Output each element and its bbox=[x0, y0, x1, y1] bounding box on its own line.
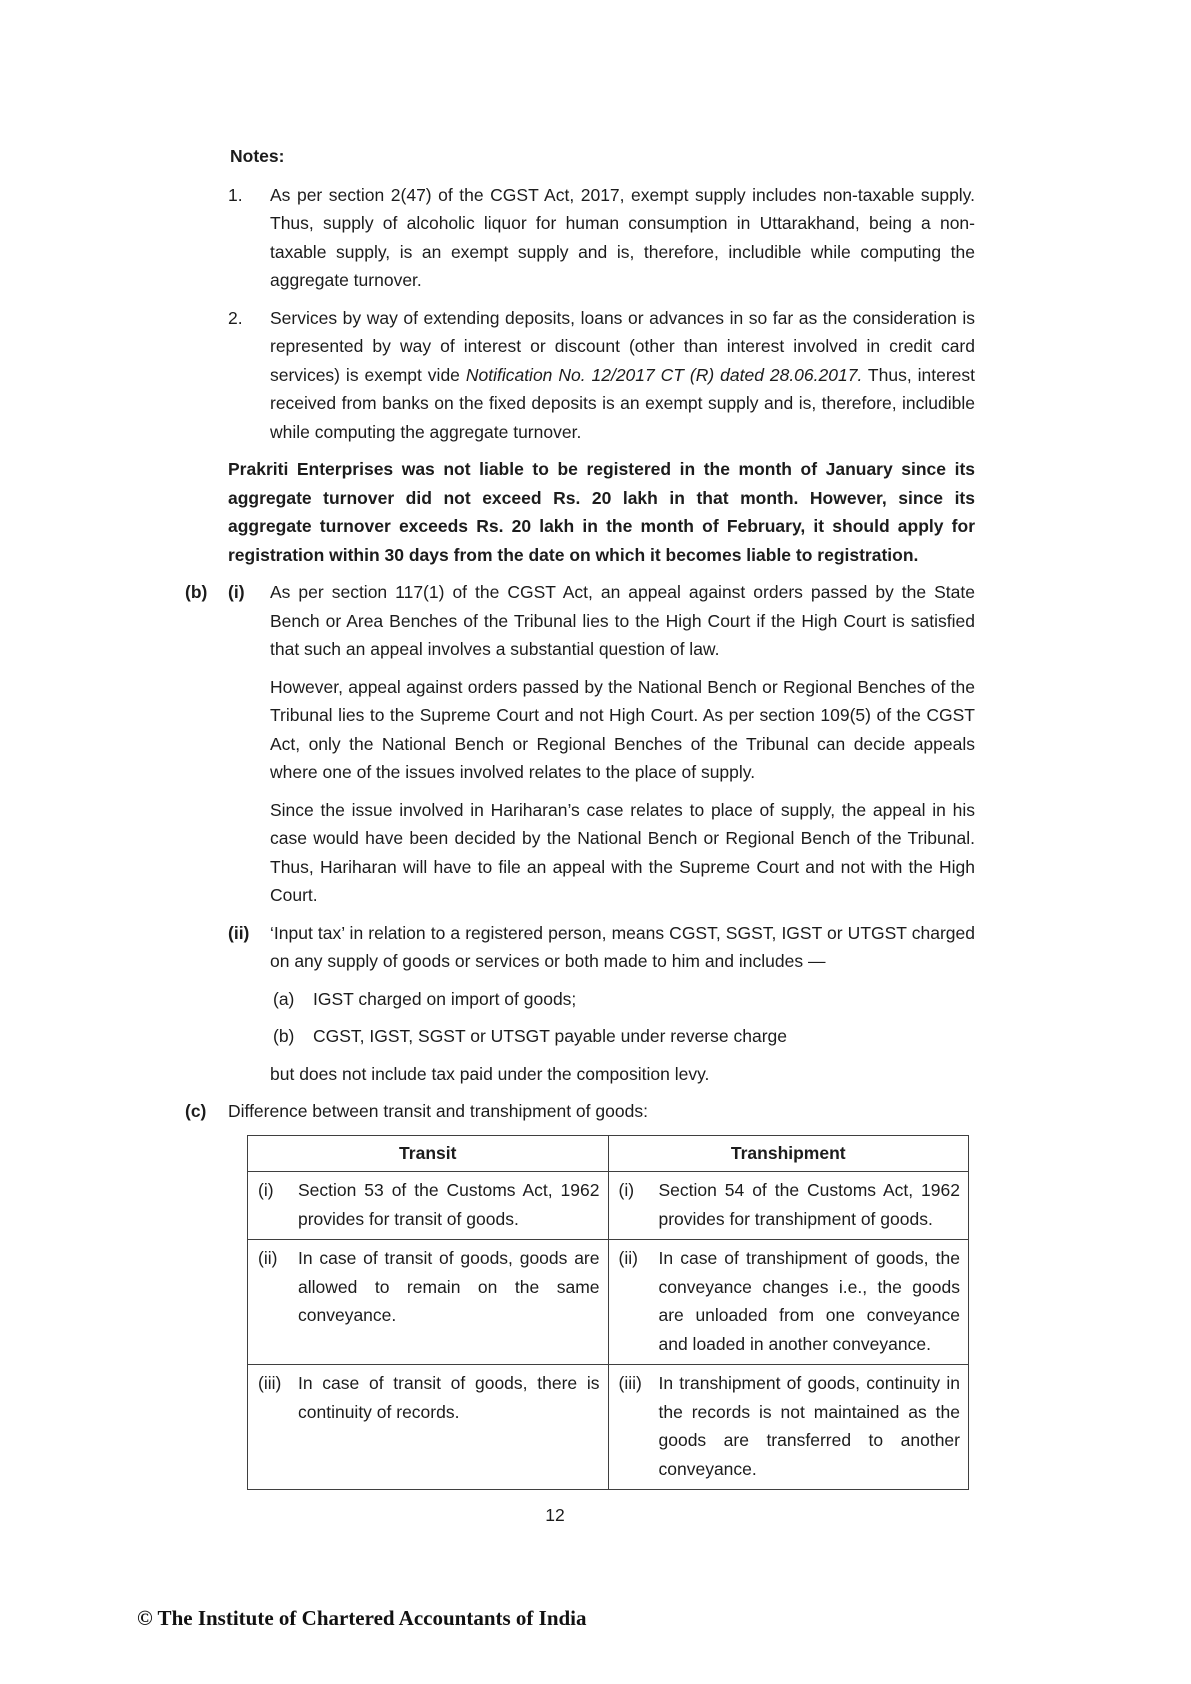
section-b-item-i bbox=[185, 578, 975, 910]
item-ii-intro: ‘Input tax’ in relation to a registered person, means CGST, SGST, IGST or UTGST charged on any supply of goods or services or both made to him and includes — bbox=[270, 922, 975, 971]
item-ii-outro: but does not include tax paid under the composition levy. bbox=[270, 1063, 710, 1084]
section-c-row bbox=[185, 1097, 975, 1126]
paragraph: Since the issue involved in Hariharan’s case relates to place of supply, the appeal in his case would have been decided by the National Bench or Regional Bench of the Tribunal. Thus, Hariharan will have to file an appeal with the Supreme Court and not with the High Court. bbox=[270, 799, 975, 905]
notification-reference-italic: Notification No. 12/2017 CT (R) dated 28.06.2017. bbox=[465, 364, 863, 385]
registration-conclusion-paragraph: Prakriti Enterprises was not liable to be registered in the month of January since its aggregate turnover did not exceed Rs. 20 lakh in that month. However, since its aggregate turnover exceeds Rs. 20 lakh in the month of February, it should apply for registration within 30 days from the date on which it becomes liable to registration. bbox=[228, 459, 975, 565]
cell-text: Section 54 of the Customs Act, 1962 provides for transhipment of goods. bbox=[658, 1180, 960, 1229]
section-c-heading: Difference between transit and transhipment of goods: bbox=[228, 1101, 648, 1121]
cell-label: (iii) bbox=[618, 1373, 642, 1393]
note-text bbox=[270, 304, 975, 447]
sub-item-text: IGST charged on import of goods; bbox=[313, 988, 577, 1009]
cell-label: (ii) bbox=[618, 1248, 638, 1268]
note-text-plain: Thus, interest received from banks on the fixed deposits is an exempt supply and is, therefore, includible while computing the aggregate turnover. bbox=[270, 364, 975, 442]
cell-label: (i) bbox=[258, 1180, 274, 1200]
cell-label: (i) bbox=[618, 1180, 635, 1200]
section-b-item-ii bbox=[228, 919, 975, 1089]
note-number: 1. bbox=[228, 184, 243, 205]
note-text-plain: Services by way of extending deposits, loans or advances in so far as the consideration is represented by way of interest or discount (other than interest involved in credit card services) is exempt vide bbox=[270, 307, 975, 385]
table-cell bbox=[248, 1176, 600, 1233]
paragraph: As per section 117(1) of the CGST Act, an appeal against orders passed by the State Bench or Area Benches of the Tribunal lies to the High Court if the High Court is satisfied that such an appeal involves a substantial question of law. bbox=[270, 582, 975, 659]
table-cell bbox=[248, 1244, 600, 1330]
cell-label: (ii) bbox=[258, 1248, 278, 1268]
table-header-row bbox=[248, 1135, 969, 1172]
table-header-transhipment: Transhipment bbox=[608, 1135, 969, 1172]
note-item-1 bbox=[228, 181, 975, 295]
sub-item-b bbox=[270, 1022, 975, 1051]
comparison-table bbox=[247, 1135, 969, 1491]
table-cell bbox=[248, 1369, 600, 1426]
cell-text: Section 53 of the Customs Act, 1962 provides for transit of goods. bbox=[298, 1180, 600, 1229]
section-c-label: (c) bbox=[185, 1101, 207, 1121]
table-row bbox=[248, 1172, 969, 1240]
cell-text: In case of transhipment of goods, the conveyance changes i.e., the goods are unloaded from one conveyance and loaded in another conveyance. bbox=[658, 1248, 960, 1354]
sub-item-label: (b) bbox=[273, 1026, 295, 1046]
table-cell bbox=[609, 1176, 961, 1233]
table-row bbox=[248, 1365, 969, 1490]
paragraph: However, appeal against orders passed by the National Bench or Regional Benches of the Tribunal lies to the Supreme Court and not High Court. As per section 109(5) of the CGST Act, only the National Bench or Regional Benches of the Tribunal can decide appeals where one of the issues involved relates to the place of supply. bbox=[270, 676, 975, 782]
sub-item-a bbox=[270, 985, 975, 1014]
item-i-label: (i) bbox=[228, 582, 245, 602]
table-cell bbox=[609, 1244, 961, 1358]
table-cell bbox=[609, 1369, 961, 1483]
cell-text: In transhipment of goods, continuity in the records is not maintained as the goods are transferred to another conveyance. bbox=[658, 1373, 960, 1479]
cell-label: (iii) bbox=[258, 1373, 282, 1393]
table-header-transit: Transit bbox=[248, 1135, 609, 1172]
cell-text: In case of transit of goods, there is continuity of records. bbox=[298, 1373, 600, 1422]
note-text: As per section 2(47) of the CGST Act, 2017, exempt supply includes non-taxable supply. Thus, supply of alcoholic liquor for human consumption in Uttarakhand, being a non-taxable supply, is an exempt supply and is, therefore, includible while computing the aggregate turnover. bbox=[270, 184, 975, 290]
sub-item-text: CGST, IGST, SGST or UTSGT payable under reverse charge bbox=[313, 1026, 787, 1046]
sub-item-label: (a) bbox=[273, 988, 295, 1009]
section-b-label: (b) bbox=[185, 582, 208, 602]
footer-copyright: © The Institute of Chartered Accountants of India bbox=[137, 1606, 587, 1630]
note-number: 2. bbox=[228, 307, 243, 328]
note-item-2 bbox=[228, 304, 975, 447]
cell-text: In case of transit of goods, goods are allowed to remain on the same conveyance. bbox=[298, 1248, 600, 1325]
item-ii-label: (ii) bbox=[228, 922, 250, 943]
table-row bbox=[248, 1240, 969, 1365]
page-number: 12 bbox=[545, 1505, 565, 1525]
notes-heading: Notes: bbox=[230, 146, 285, 166]
